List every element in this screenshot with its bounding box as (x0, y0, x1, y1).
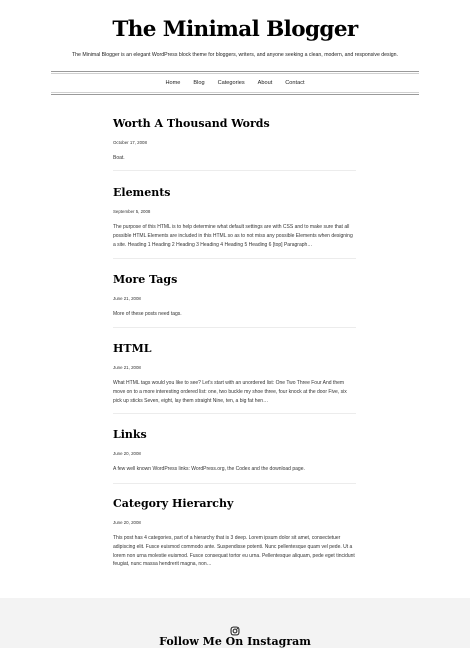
nav-item-blog[interactable]: Blog (193, 80, 205, 86)
post-excerpt: More of these posts need tags. (113, 311, 182, 317)
nav-item-categories[interactable]: Categories (217, 80, 245, 86)
post-excerpt: What HTML tags would you like to see? Let’s start with an unordered list: One Two Three Four And them move on to a more interesting ordered list: one, two buckle my shoe three, four knock at the door Five, six pick up sticks Seven, eight, lay them straight Nine, ten, a big fat hen… (113, 380, 347, 404)
post-date[interactable]: June 20, 2008 (113, 451, 141, 456)
footer-title: Follow Me On Instagram (159, 635, 311, 648)
post-date[interactable]: September 5, 2008 (113, 209, 151, 214)
nav-item-home[interactable]: Home (165, 80, 181, 86)
post-item (113, 497, 356, 569)
site-title[interactable]: The Minimal Blogger (112, 17, 358, 42)
post-title[interactable]: Links (113, 428, 147, 441)
site-header (0, 0, 470, 59)
post-date[interactable]: October 17, 2008 (113, 140, 147, 145)
nav-list (159, 80, 311, 86)
post-divider (113, 413, 356, 414)
instagram-footer (0, 598, 470, 648)
post-divider (113, 170, 356, 171)
nav-item-about[interactable]: About (257, 80, 273, 86)
post-item (113, 186, 356, 249)
post-title[interactable]: HTML (113, 342, 152, 355)
post-excerpt: A few well known WordPress links: WordPress.org, the Codex and the download page. (113, 466, 305, 472)
post-item (113, 273, 356, 319)
instagram-icon[interactable] (230, 623, 240, 633)
post-date[interactable]: June 21, 2008 (113, 296, 141, 301)
post-divider (113, 483, 356, 484)
post-title[interactable]: Worth A Thousand Words (113, 117, 270, 130)
post-title[interactable]: Category Hierarchy (113, 497, 234, 510)
post-date[interactable]: June 21, 2008 (113, 365, 141, 370)
post-date[interactable]: June 20, 2008 (113, 520, 141, 525)
post-title[interactable]: Elements (113, 186, 171, 199)
post-item (113, 342, 356, 405)
nav-item-contact[interactable]: Contact (285, 80, 305, 86)
post-item (113, 428, 356, 474)
post-excerpt: The purpose of this HTML is to help determine what default settings are with CSS and to make sure that all possible HTML Elements are included in this HTML so as to not miss any possible Elements when designing a site. Heading 1 Heading 2 Heading 3 Heading 4 Heading 5 Heading 6 [top] Paragraph… (113, 224, 353, 248)
post-divider (113, 258, 356, 259)
post-divider (113, 327, 356, 328)
site-tagline: The Minimal Blogger is an elegant WordPress block theme for bloggers, writers, and anyone seeking a clean, modern, and responsive design. (71, 52, 399, 58)
post-excerpt: This post has 4 categories, part of a hierarchy that is 3 deep. Lorem ipsum dolor sit amet, consectetuer adipiscing elit. Fusce euismod commodo ante. Suspendisse potenti. Nunc pellentesque quam vel pede. Ut a lorem non urna molestie euismod. Fusce consequat tortor eu urna. Pellentesque aliquam, pede eget tincidunt feugiat, nunc massa hendrerit magna, non… (113, 535, 355, 568)
post-excerpt: Boat. (113, 155, 125, 161)
main-navigation (51, 71, 419, 95)
post-title[interactable]: More Tags (113, 273, 178, 286)
post-item (113, 117, 356, 163)
